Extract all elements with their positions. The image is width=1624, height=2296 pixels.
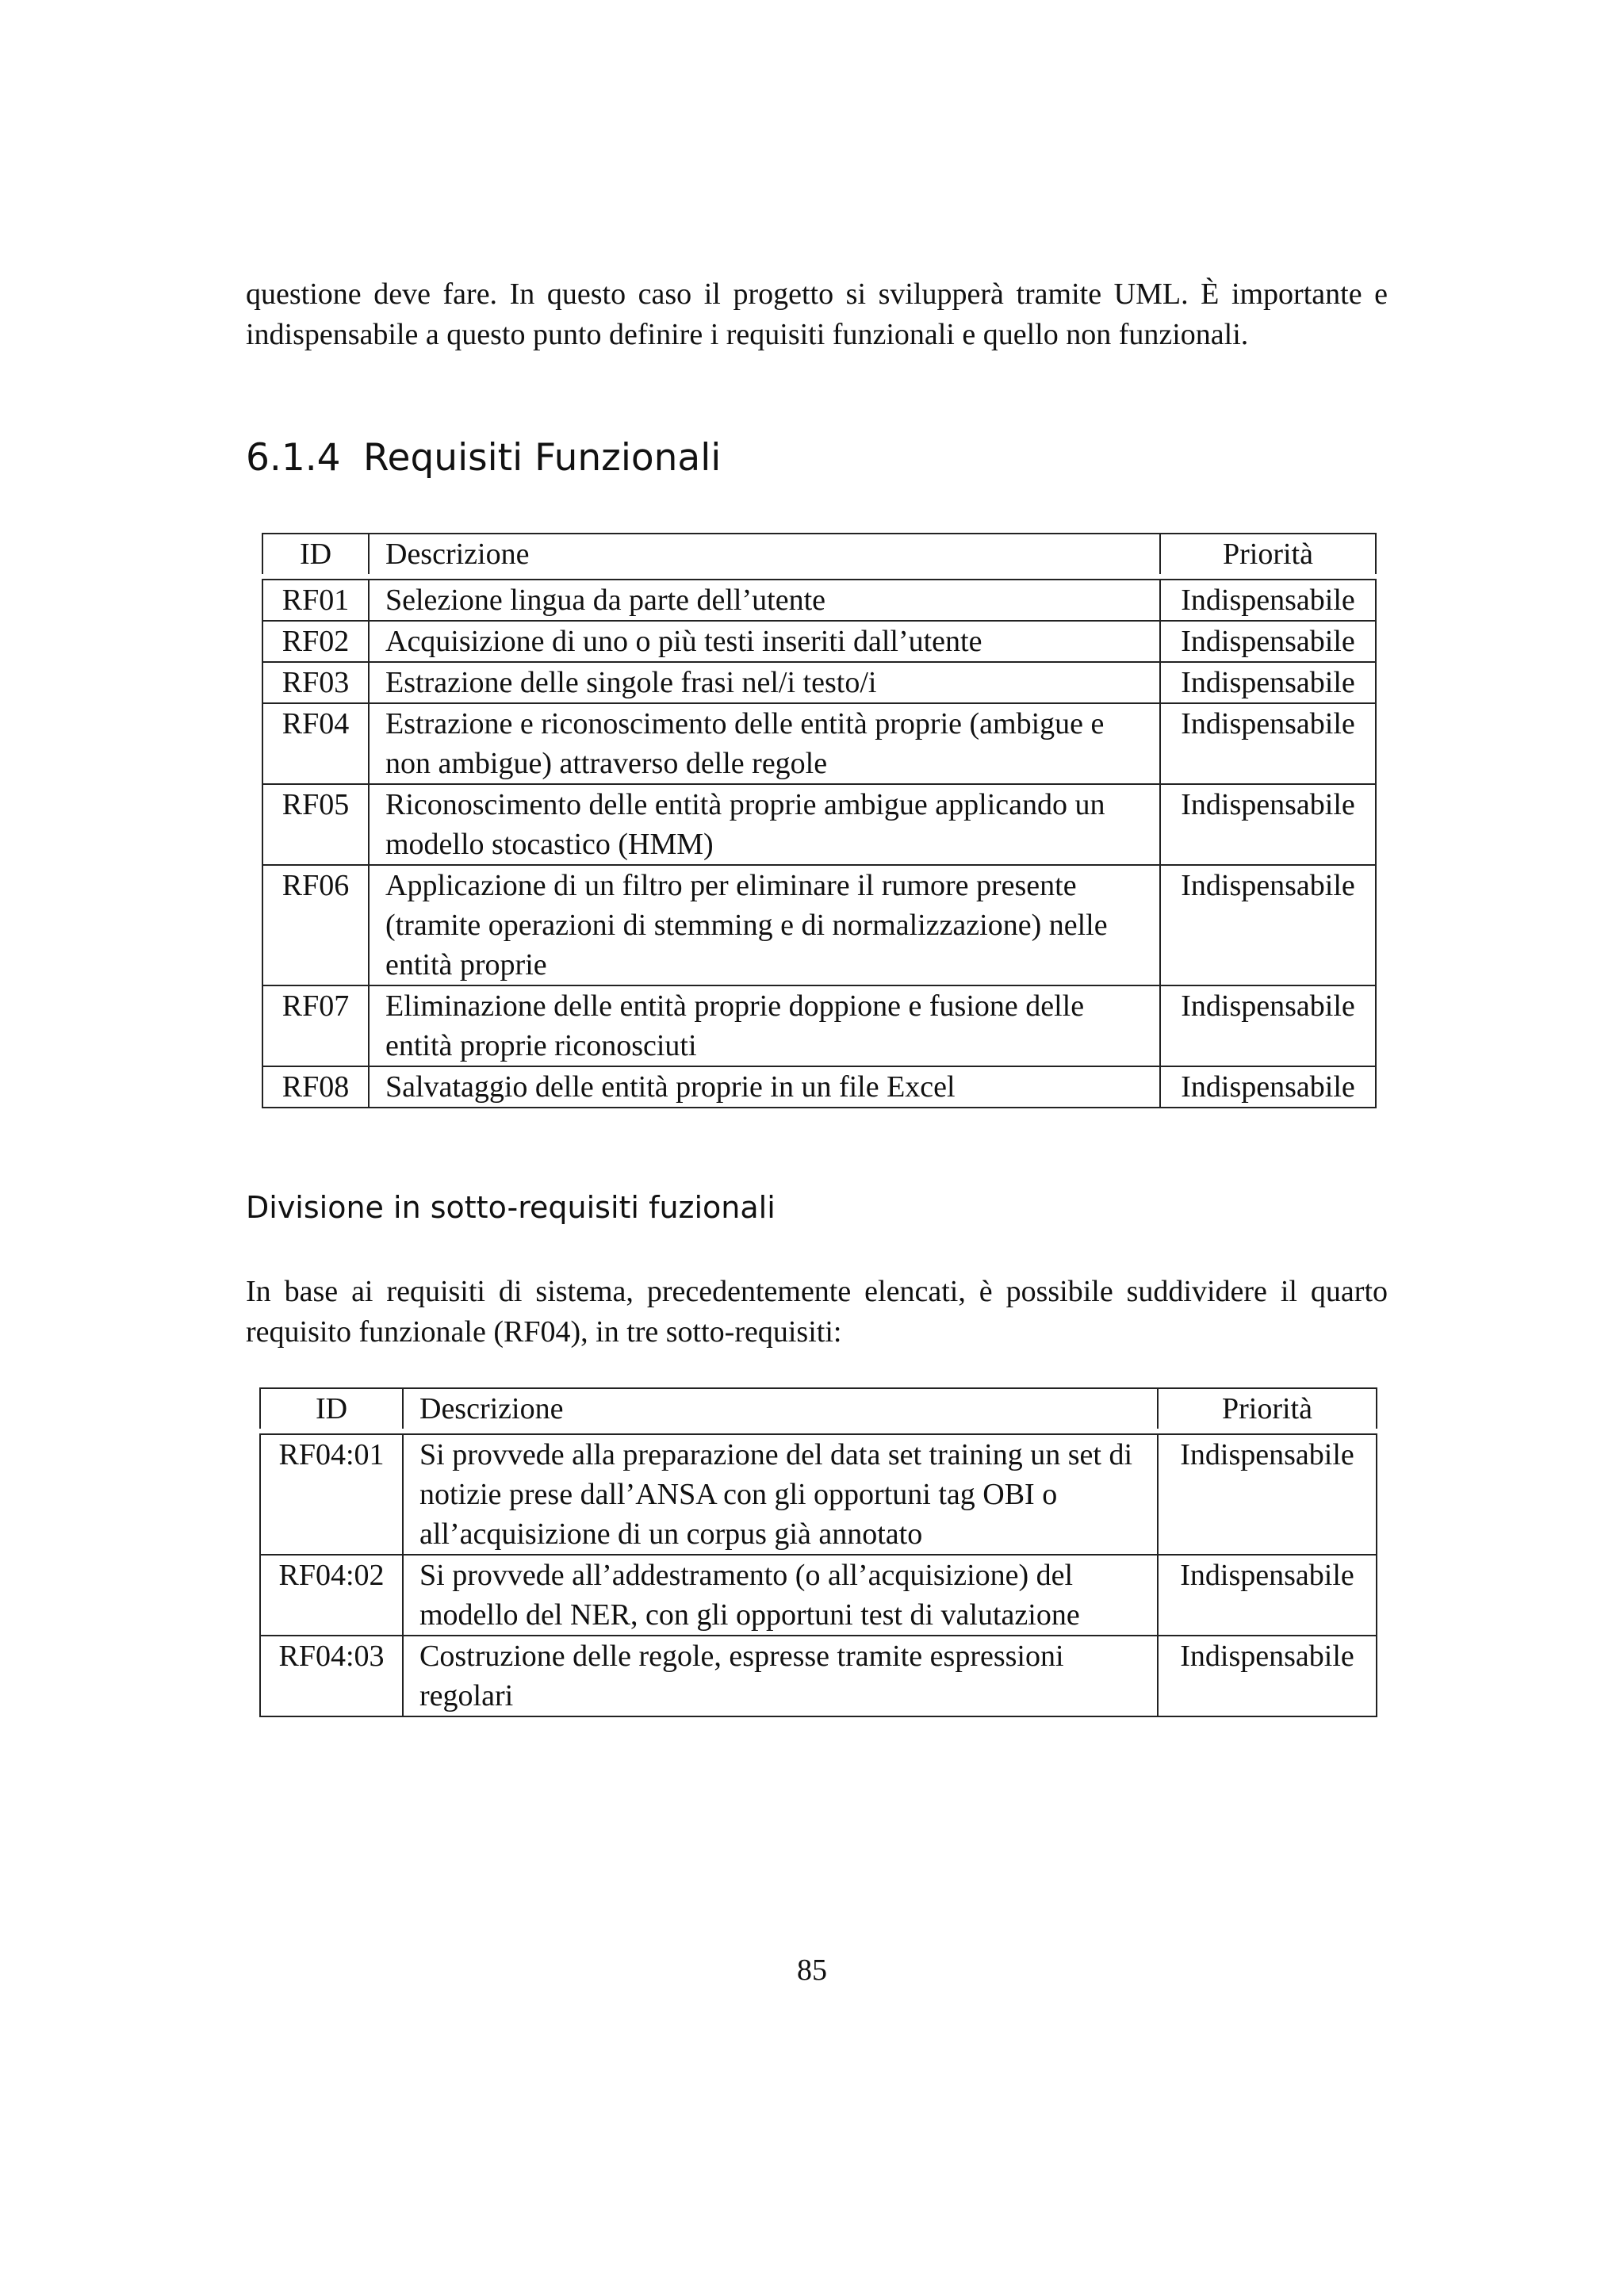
row-description: Applicazione di un filtro per eliminare il rumore presente (tramite operazioni di stemming e di normalizzazione) nelle entità proprie bbox=[369, 865, 1160, 985]
intro-paragraph: questione deve fare. In questo caso il progetto si svilupperà tramite UML. È importante e indispensabile a questo punto definire i requisiti funzionali e quello non funzionali. bbox=[246, 277, 1388, 351]
table-header-row bbox=[262, 534, 1376, 574]
table-row bbox=[262, 1066, 1376, 1108]
row-description: Estrazione e riconoscimento delle entità proprie (ambigue e non ambigue) attraverso delle regole bbox=[369, 703, 1160, 784]
subrequirements-table bbox=[259, 1387, 1377, 1717]
row-description: Salvataggio delle entità proprie in un file Excel bbox=[369, 1066, 1160, 1108]
row-id: RF04:01 bbox=[260, 1434, 403, 1555]
row-priority: Indispensabile bbox=[1160, 662, 1376, 703]
row-id: RF04 bbox=[262, 703, 369, 784]
row-description: Costruzione delle regole, espresse tramite espressioni regolari bbox=[403, 1636, 1158, 1716]
row-description: Eliminazione delle entità proprie doppione e fusione delle entità proprie riconosciuti bbox=[369, 985, 1160, 1066]
row-priority: Indispensabile bbox=[1160, 985, 1376, 1066]
row-description: Selezione lingua da parte dell’utente bbox=[369, 580, 1160, 621]
row-description: Acquisizione di uno o più testi inseriti dall’utente bbox=[369, 621, 1160, 662]
row-description: Si provvede all’addestramento (o all’acquisizione) del modello del NER, con gli opportuni test di valutazione bbox=[403, 1555, 1158, 1636]
row-id: RF03 bbox=[262, 662, 369, 703]
row-priority: Indispensabile bbox=[1158, 1636, 1377, 1716]
table-row bbox=[262, 662, 1376, 703]
table-row bbox=[262, 985, 1376, 1066]
table-row bbox=[262, 865, 1376, 985]
page-content bbox=[246, 274, 1388, 1717]
table-row bbox=[260, 1636, 1377, 1716]
row-id: RF04:03 bbox=[260, 1636, 403, 1716]
row-id: RF01 bbox=[262, 580, 369, 621]
section-heading bbox=[246, 434, 1388, 482]
row-priority: Indispensabile bbox=[1160, 1066, 1376, 1108]
row-description: Si provvede alla preparazione del data set training un set di notizie prese dall’ANSA con gli opportuni tag OBI o all’acquisizione di un corpus già annotato bbox=[403, 1434, 1158, 1555]
table-row bbox=[260, 1555, 1377, 1636]
header-description: Descrizione bbox=[369, 534, 1160, 574]
table-row bbox=[262, 580, 1376, 621]
row-id: RF08 bbox=[262, 1066, 369, 1108]
sub-paragraph: In base ai requisiti di sistema, precedentemente elencati, è possibile suddividere il quarto requisito funzionale (RF04), in tre sotto-requisiti: bbox=[246, 1275, 1388, 1349]
row-id: RF05 bbox=[262, 784, 369, 865]
row-priority: Indispensabile bbox=[1160, 784, 1376, 865]
table-row bbox=[262, 703, 1376, 784]
row-id: RF07 bbox=[262, 985, 369, 1066]
row-id: RF06 bbox=[262, 865, 369, 985]
table-row bbox=[260, 1434, 1377, 1555]
row-priority: Indispensabile bbox=[1160, 621, 1376, 662]
row-priority: Indispensabile bbox=[1158, 1555, 1377, 1636]
subsection-title: Divisione in sotto-requisiti fuzionali bbox=[246, 1190, 776, 1225]
header-id: ID bbox=[262, 534, 369, 574]
section-number: 6.1.4 bbox=[246, 436, 341, 480]
table-row bbox=[262, 621, 1376, 662]
row-id: RF02 bbox=[262, 621, 369, 662]
row-description: Riconoscimento delle entità proprie ambigue applicando un modello stocastico (HMM) bbox=[369, 784, 1160, 865]
header-priority: Priorità bbox=[1160, 534, 1376, 574]
table-row bbox=[262, 784, 1376, 865]
row-priority: Indispensabile bbox=[1158, 1434, 1377, 1555]
header-priority: Priorità bbox=[1158, 1388, 1377, 1429]
table-header-row bbox=[260, 1388, 1377, 1429]
header-id: ID bbox=[260, 1388, 403, 1429]
requirements-table bbox=[262, 533, 1377, 1108]
row-description: Estrazione delle singole frasi nel/i testo/i bbox=[369, 662, 1160, 703]
row-priority: Indispensabile bbox=[1160, 703, 1376, 784]
header-description: Descrizione bbox=[403, 1388, 1158, 1429]
section-title: Requisiti Funzionali bbox=[363, 436, 722, 480]
row-priority: Indispensabile bbox=[1160, 580, 1376, 621]
page-number: 85 bbox=[797, 1954, 827, 1987]
row-priority: Indispensabile bbox=[1160, 865, 1376, 985]
row-id: RF04:02 bbox=[260, 1555, 403, 1636]
